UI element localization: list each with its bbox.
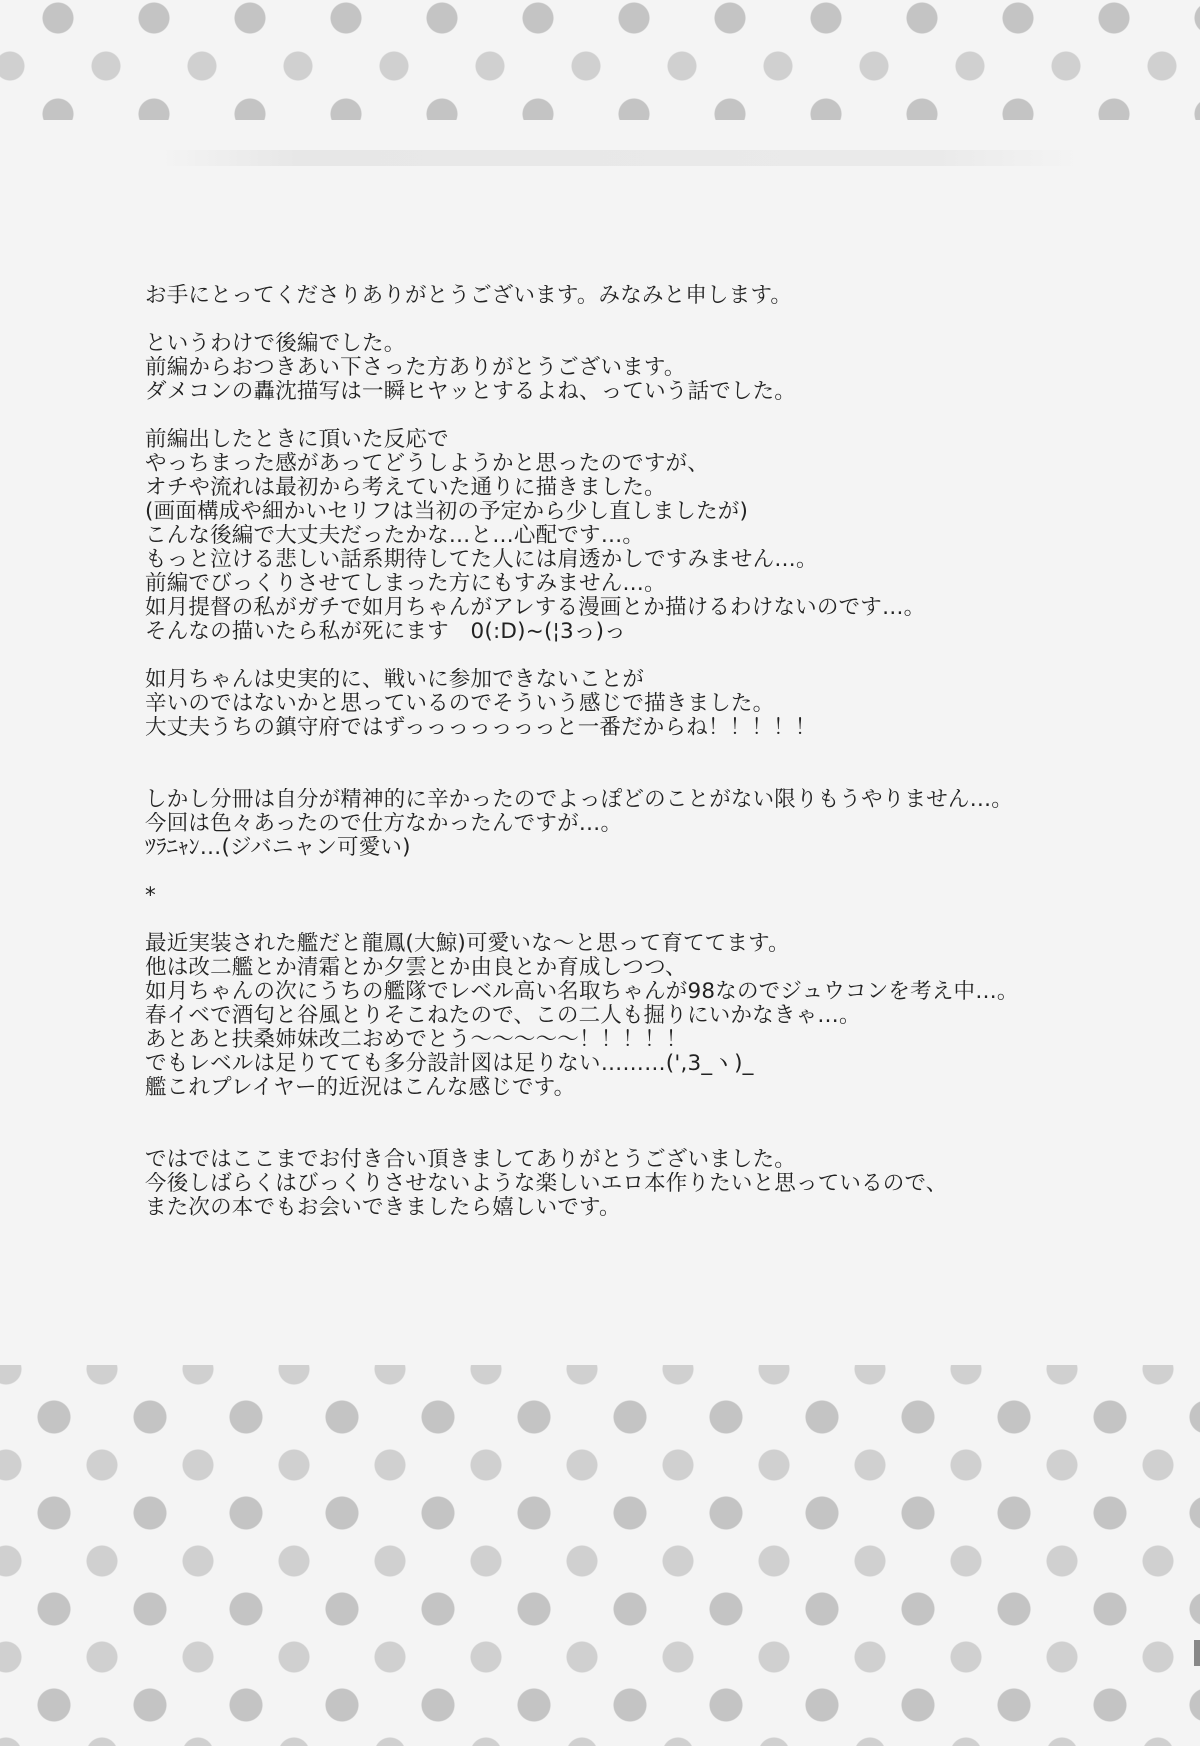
section-divider-asterisk: * (145, 884, 156, 908)
text-line: 前編出したときに頂いた反応で (145, 428, 449, 452)
text-line: 今後しばらくはびっくりさせないような楽しいエロ本作りたいと思っているので、 (145, 1172, 948, 1196)
text-line: というわけで後編でした。 (145, 332, 406, 356)
text-line: 如月ちゃんの次にうちの艦隊でレベル高い名取ちゃんが98なのでジュウコンを考え中…。 (145, 980, 1019, 1004)
page-edge-mark (1194, 1640, 1200, 1666)
text-line: 如月提督の私がガチで如月ちゃんがアレする漫画とか描けるわけないのです…。 (145, 596, 926, 620)
text-line: 最近実装された艦だと龍鳳(大鯨)可愛いな～と思って育ててます。 (145, 932, 790, 956)
text-line: 艦これプレイヤー的近況はこんな感じです。 (145, 1076, 576, 1100)
text-line: でもレベルは足りてても多分設計図は足りない………(',3_ヽ)_ (145, 1052, 754, 1076)
text-line: 春イベで酒匂と谷風とりそこねたので、この二人も掘りにいかなきゃ…。 (145, 1004, 861, 1028)
polka-dot-border-top-alt (0, 0, 1200, 120)
text-line: ダメコンの轟沈描写は一瞬ヒヤッとするよね、っていう話でした。 (145, 380, 797, 404)
show-through-text (160, 150, 1080, 166)
text-line: そんなの描いたら私が死にます 0(:D)~(¦3っ)っ (145, 620, 626, 644)
text-line: 今回は色々あったので仕方なかったんですが…。 (145, 812, 623, 836)
text-line: もっと泣ける悲しい話系期待してた人には肩透かしですみません…。 (145, 548, 818, 572)
afterword-text (145, 284, 1135, 1220)
text-line: (画面構成や細かいセリフは当初の予定から少し直しましたが) (145, 500, 749, 524)
text-line: 如月ちゃんは史実的に、戦いに参加できないことが (145, 668, 645, 692)
text-line: ではではここまでお付き合い頂きましてありがとうございました。 (145, 1148, 797, 1172)
polka-dot-border-bottom-alt (0, 1365, 1200, 1746)
text-line: 他は改二艦とか清霜とか夕雲とか由良とか育成しつつ、 (145, 956, 687, 980)
text-line: あとあと扶桑姉妹改二おめでとう～～～～～！！！！！ (145, 1028, 688, 1052)
text-line: お手にとってくださりありがとうございます。みなみと申します。 (145, 284, 793, 308)
text-line: 辛いのではないかと思っているのでそういう感じで描きました。 (145, 692, 775, 716)
text-line: ﾂﾗﾆｬﾝ…(ジバニャン可愛い) (145, 836, 411, 860)
text-line: こんな後編で大丈夫だったかな…と…心配です…。 (145, 524, 645, 548)
text-line: 前編でびっくりさせてしまった方にもすみません…。 (145, 572, 666, 596)
text-line: しかし分冊は自分が精神的に辛かったのでよっぽどのことがない限りもうやりません…。 (145, 788, 1014, 812)
text-line: オチや流れは最初から考えていた通りに描きました。 (145, 476, 666, 500)
text-line: やっちまった感があってどうしようかと思ったのですが、 (145, 452, 709, 476)
text-line: また次の本でもお会いできましたら嬉しいです。 (145, 1196, 621, 1220)
text-line: 前編からおつきあい下さった方ありがとうございます。 (145, 356, 686, 380)
text-line: 大丈夫うちの鎮守府ではずっっっっっっっと一番だからね！！！！！ (145, 716, 817, 740)
